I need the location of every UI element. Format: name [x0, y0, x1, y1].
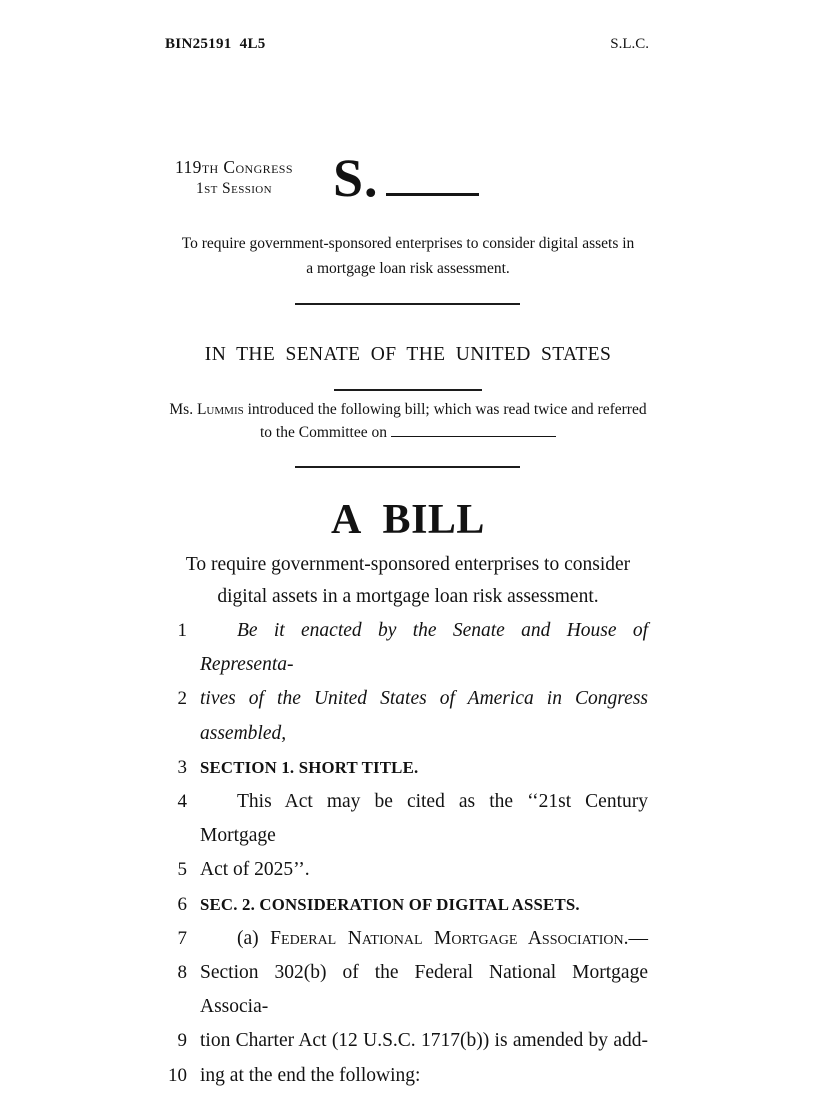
running-head: [165, 36, 649, 53]
bill-number: [333, 148, 479, 208]
congress-number: 119th Congress: [175, 157, 293, 177]
bill-line: [165, 1059, 649, 1093]
bill-line: [165, 956, 649, 1024]
line-text: Section 302(b) of the Federal National Mortgage Associa-: [200, 962, 648, 1018]
line-text: tion Charter Act (12 U.S.C. 1717(b)) is amended by add-: [200, 1030, 648, 1052]
line-number: 9: [177, 1030, 187, 1052]
line-number: 3: [177, 756, 187, 778]
bill-prefix: S.: [333, 148, 379, 208]
committee-text: to the Committee on: [260, 424, 387, 441]
purpose-line: a mortgage loan risk assessment.: [306, 260, 510, 277]
bill-line: [165, 1024, 649, 1058]
bill-line: [165, 888, 649, 922]
bill-line: [165, 922, 649, 956]
line-text: tives of the United States of America in Congress assembled,: [200, 688, 648, 744]
chamber-heading: IN THE SENATE OF THE UNITED STATES: [204, 344, 612, 365]
separator-rule: [295, 466, 520, 468]
purpose-statement: [166, 231, 650, 281]
line-number: 10: [168, 1064, 187, 1086]
bill-body: [165, 614, 649, 1093]
line-number: 8: [177, 962, 187, 984]
purpose-line: To require government-sponsored enterprises to consider digital assets in: [181, 235, 635, 252]
line-text: SEC. 2. CONSIDERATION OF DIGITAL ASSETS.: [200, 894, 580, 914]
bill-summary-line: digital assets in a mortgage loan risk assessment.: [217, 585, 599, 607]
document-id: BIN25191 4L5: [165, 36, 266, 52]
bill-line: [165, 785, 649, 853]
sponsor-action-line: [166, 398, 650, 421]
line-text: Act of 2025’’.: [200, 859, 310, 881]
line-text: ing at the end the following:: [200, 1064, 421, 1086]
action-text: introduced the following bill; which was read twice and referred: [243, 401, 647, 418]
bill-summary: [0, 549, 816, 612]
session-number: 1st Session: [196, 179, 272, 197]
bill-line: [165, 853, 649, 887]
line-number: 6: [177, 893, 187, 915]
slc-label: S.L.C.: [610, 36, 649, 52]
sponsor-title: Ms.: [169, 401, 197, 418]
line-number: 2: [177, 688, 187, 710]
congress-session-block: [163, 157, 305, 198]
line-text-segment: .—: [623, 927, 648, 949]
line-number: 4: [177, 791, 187, 813]
line-text: Be it enacted by the Senate and House of Representa-: [200, 620, 648, 676]
line-text-segment: (a): [237, 927, 271, 949]
line-text: SECTION 1. SHORT TITLE.: [200, 757, 419, 777]
committee-line: [166, 421, 650, 444]
bill-line: [165, 682, 649, 750]
separator-rule-short: [334, 389, 482, 391]
separator-rule: [295, 303, 520, 305]
bill-summary-line: To require government-sponsored enterprises to consider: [185, 554, 631, 575]
committee-blank-line: [391, 436, 556, 437]
line-number: 1: [177, 620, 187, 641]
line-text-smallcaps: Federal National Mortgage Association: [270, 927, 624, 949]
line-number: 7: [177, 927, 187, 949]
bill-number-blank-line: [386, 193, 479, 196]
bill-line: [165, 751, 649, 785]
bill-title: A BILL: [331, 497, 485, 543]
line-text: This Act may be cited as the ‘‘21st Century Mortgage: [200, 791, 648, 847]
sponsor-action-statement: [166, 398, 650, 444]
bill-line: [165, 614, 649, 682]
line-number: 5: [177, 859, 187, 881]
sponsor-name: Lummis: [196, 401, 244, 418]
line-text: [200, 922, 648, 956]
